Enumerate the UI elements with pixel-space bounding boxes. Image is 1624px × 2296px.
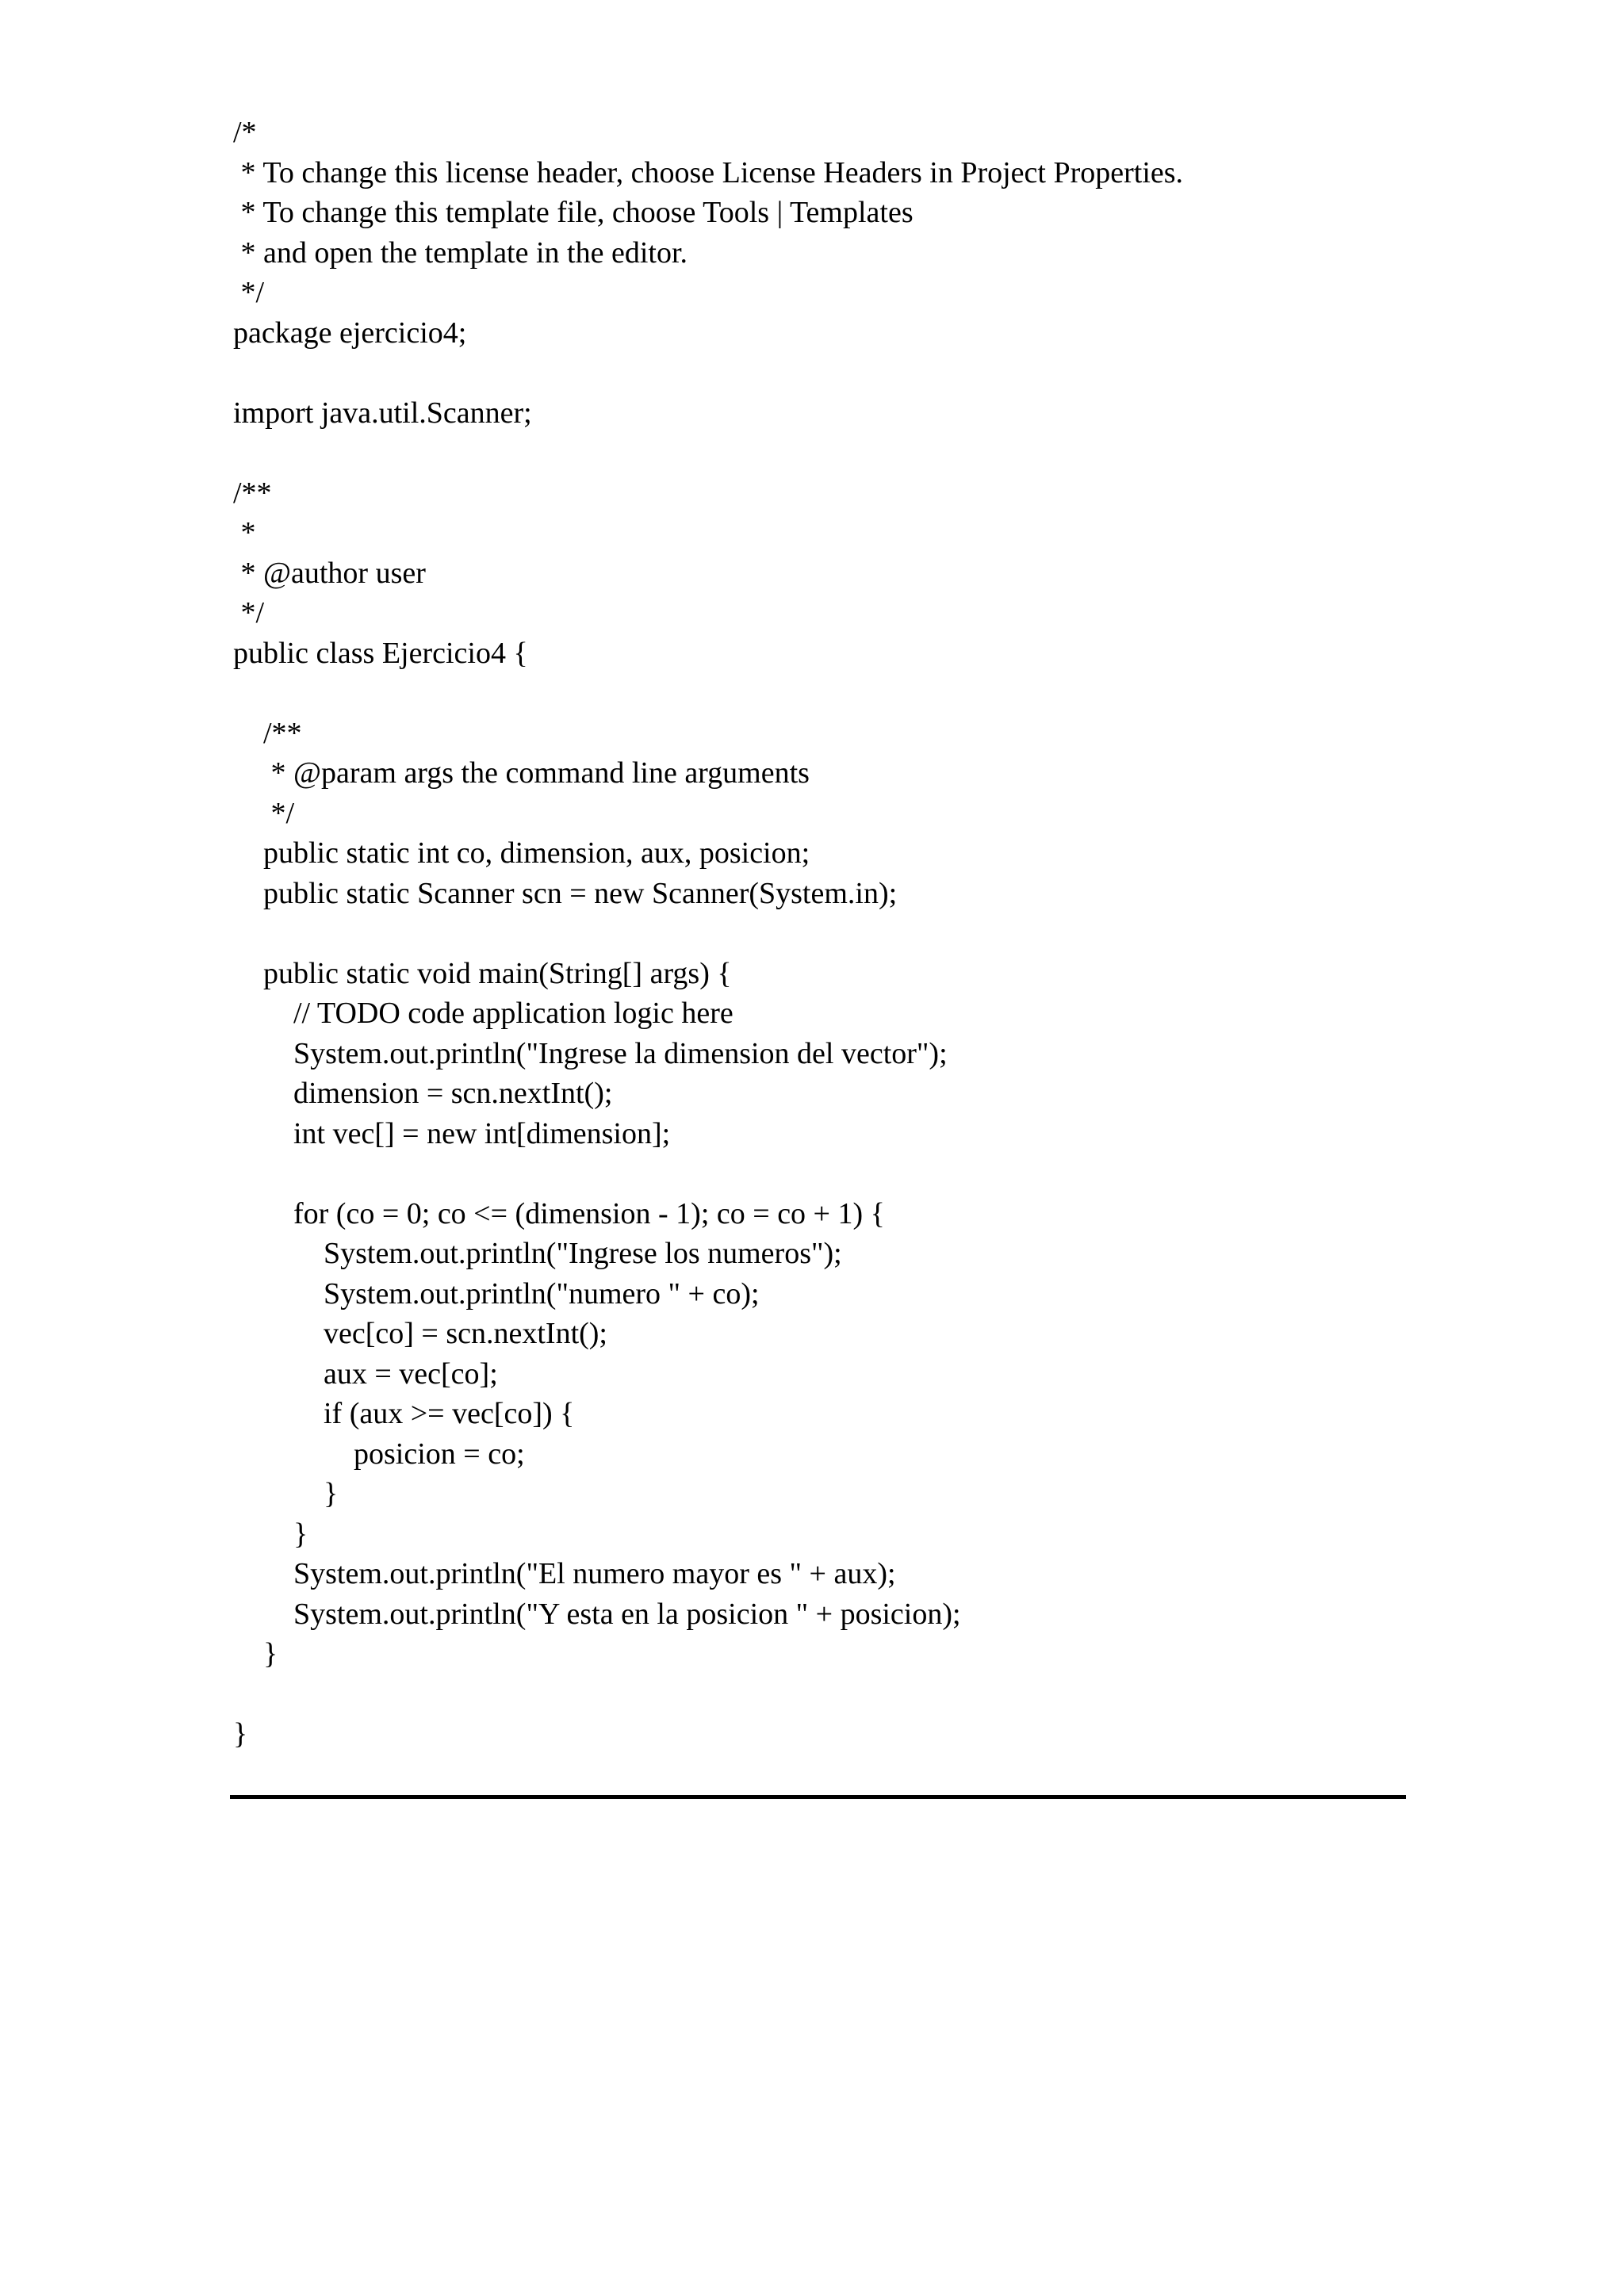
code-line: aux = vec[co]; <box>233 1357 498 1391</box>
code-line: import java.util.Scanner; <box>233 396 532 430</box>
code-line: dimension = scn.nextInt(); <box>233 1077 613 1110</box>
code-line: } <box>233 1477 339 1510</box>
code-line <box>233 1154 1183 1194</box>
code-line: * To change this template file, choose Tools | Templates <box>233 196 914 229</box>
code-line: System.out.println("numero " + co); <box>233 1276 760 1311</box>
horizontal-rule <box>230 1795 1406 1799</box>
code-line <box>233 673 1183 714</box>
code-listing <box>233 113 1183 1755</box>
code-line: */ <box>233 796 295 830</box>
code-line: System.out.println("Ingrese los numeros"); <box>233 1237 842 1270</box>
code-line: System.out.println("Ingrese la dimension del vector"); <box>233 1036 948 1070</box>
code-line: * and open the template in the editor. <box>233 235 688 270</box>
code-line: public static int co, dimension, aux, posicion; <box>233 836 810 870</box>
code-line: } <box>233 1717 248 1751</box>
code-line: } <box>233 1637 278 1670</box>
code-line: public static Scanner scn = new Scanner(System.in); <box>233 876 898 910</box>
code-line: for (co = 0; co <= (dimension - 1); co = co + 1) { <box>233 1196 885 1230</box>
code-line: public static void main(String[] args) { <box>233 956 732 990</box>
code-line <box>233 1674 1183 1715</box>
code-line: * @param args the command line arguments <box>233 756 810 790</box>
code-line: */ <box>233 596 265 629</box>
code-line: System.out.println("Y esta en la posicion " + posicion); <box>233 1597 961 1631</box>
code-line: System.out.println("El numero mayor es " + aux); <box>233 1557 896 1590</box>
code-line <box>233 433 1183 473</box>
code-line: vec[co] = scn.nextInt(); <box>233 1317 607 1350</box>
code-line: * @author user <box>233 556 426 590</box>
code-line: int vec[] = new int[dimension]; <box>233 1116 671 1150</box>
code-line: * <box>233 516 256 549</box>
code-line: } <box>233 1517 308 1551</box>
code-line <box>233 353 1183 393</box>
code-line: /** <box>233 716 302 750</box>
code-line: public class Ejercicio4 { <box>233 636 528 670</box>
code-line: posicion = co; <box>233 1437 525 1471</box>
code-line: */ <box>233 276 265 309</box>
code-line: /* <box>233 116 257 149</box>
code-line: if (aux >= vec[co]) { <box>233 1397 575 1430</box>
code-line: * To change this license header, choose License Headers in Project Properties. <box>233 155 1184 189</box>
code-line: package ejercicio4; <box>233 316 467 350</box>
code-line <box>233 913 1183 954</box>
code-line: /** <box>233 476 272 510</box>
code-line: // TODO code application logic here <box>233 997 733 1030</box>
